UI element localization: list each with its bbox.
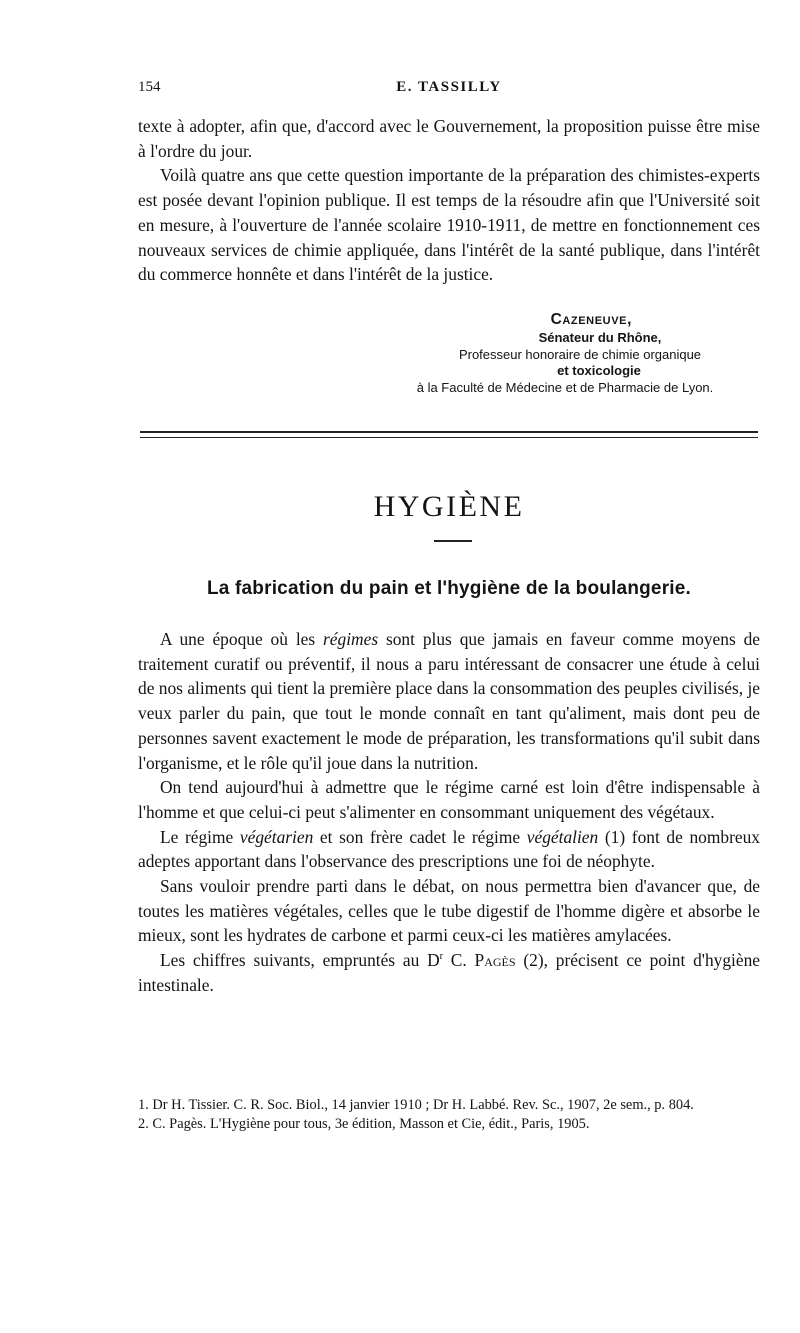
signature-title-3: et toxicologie [557,363,641,379]
p1-text-b: sont plus que jamais en faveur comme moyens de traitement curatif ou préventif, il nous a paru intéressant de consacrer une étude à celui de nos aliments qui tient la première place dans la consommation des peuples civilisés, je veux parler du pain, que tout le monde connaît en tant qu'aliment, mais dont peu de personnes savent exactement le mode de préparation, les transformations qu'il subit dans l'organisme, et le rôle qu'il joue dans la nutrition. [138,629,761,773]
section-title: HYGIÈNE [373,490,525,523]
intro-paragraph-2: Voilà quatre ans que cette question importante de la préparation des chimistes-experts est posée devant l'opinion publique. Il est temps de la résoudre afin que l'Université soit en mesure, à l'ouverture de l'année scolaire 1910-1911, de mettre en fonctionnement ces nouveaux services de chimie appliquée, dans l'intérêt de la santé publique, dans l'intérêt du commerce honnête et dans l'intérêt de la justice. [138,165,760,285]
footnote-1: 1. Dr H. Tissier. C. R. Soc. Biol., 14 janvier 1910 ; Dr H. Labbé. Rev. Sc., 1907, 2e sem., p. 804. [138,1097,694,1113]
footnote-ref-1: (1) [604,826,626,847]
footnote-ref-2: (2) [523,950,544,971]
p3-emphasis-1: végétarien [239,826,314,847]
p3-text-b: et son frère cadet le régime [313,826,527,847]
article-text [138,627,760,998]
article-paragraph-4: Sans vouloir prendre parti dans le débat, on nous permettra bien d'avancer que, de toutes les matières végétales, celles que le tube digestif de l'homme digère et absorbe le mieux, sont les hydrates de carbone et parmi ceux-ci les matières amylacées. [138,876,760,946]
signature-affiliation: à la Faculté de Médecine et de Pharmacie de Lyon. [416,379,714,395]
separator-rule-bottom [140,437,758,438]
p5-text-b: , précisent ce point d'hygiène intestinale. [138,950,760,995]
signature-title-1: Sénateur du Rhône, [538,330,662,345]
footnotes [138,1096,760,1134]
footnote-2: 2. C. Pagès. L'Hygiène pour tous, 3e édition, Masson et Cie, édit., Paris, 1905. [138,1116,590,1132]
p3-emphasis-2: végétalien [526,826,599,847]
article-paragraph-2: On tend aujourd'hui à admettre que le régime carné est loin d'être indispensable à l'homme et que celui-ci peut s'alimenter en consommant uniquement des végétaux. [138,777,760,822]
p3-text-a: Le régime [160,826,240,847]
article-paragraph-5 [138,948,760,997]
title-rule [434,540,472,542]
separator-rule-top [140,431,758,433]
page-header [138,79,760,101]
p5-text-a: Les chiffres suivants, empruntés au D [160,950,440,971]
signature-title-2: Professeur honoraire de chimie organique [458,346,702,362]
signature-block [400,310,760,396]
article-paragraph-1 [138,627,760,775]
article-paragraph-3 [138,825,760,874]
intro-paragraph-1: texte à adopter, afin que, d'accord avec le Gouvernement, la proposition puisse être mise à l'ordre du jour. [138,116,760,161]
signature-name: Cazeneuve, [550,311,632,328]
article-title: La fabrication du pain et l'hygiène de la boulangerie. [206,578,692,599]
section-separator [140,431,758,442]
page-number: 154 [138,79,161,95]
document-page [138,0,760,1333]
running-head: E. TASSILLY [396,79,502,95]
p3-text-c: font de nombreux adeptes apportant dans l'observance des prescriptions une foi de néophyte. [138,826,760,872]
p1-emphasis: régimes [323,629,379,649]
p1-text-a: A une époque où les [160,629,324,649]
p5-superscript: r [439,951,443,963]
intro-text [138,114,760,287]
p5-author-name: C. Pagès [443,950,516,971]
